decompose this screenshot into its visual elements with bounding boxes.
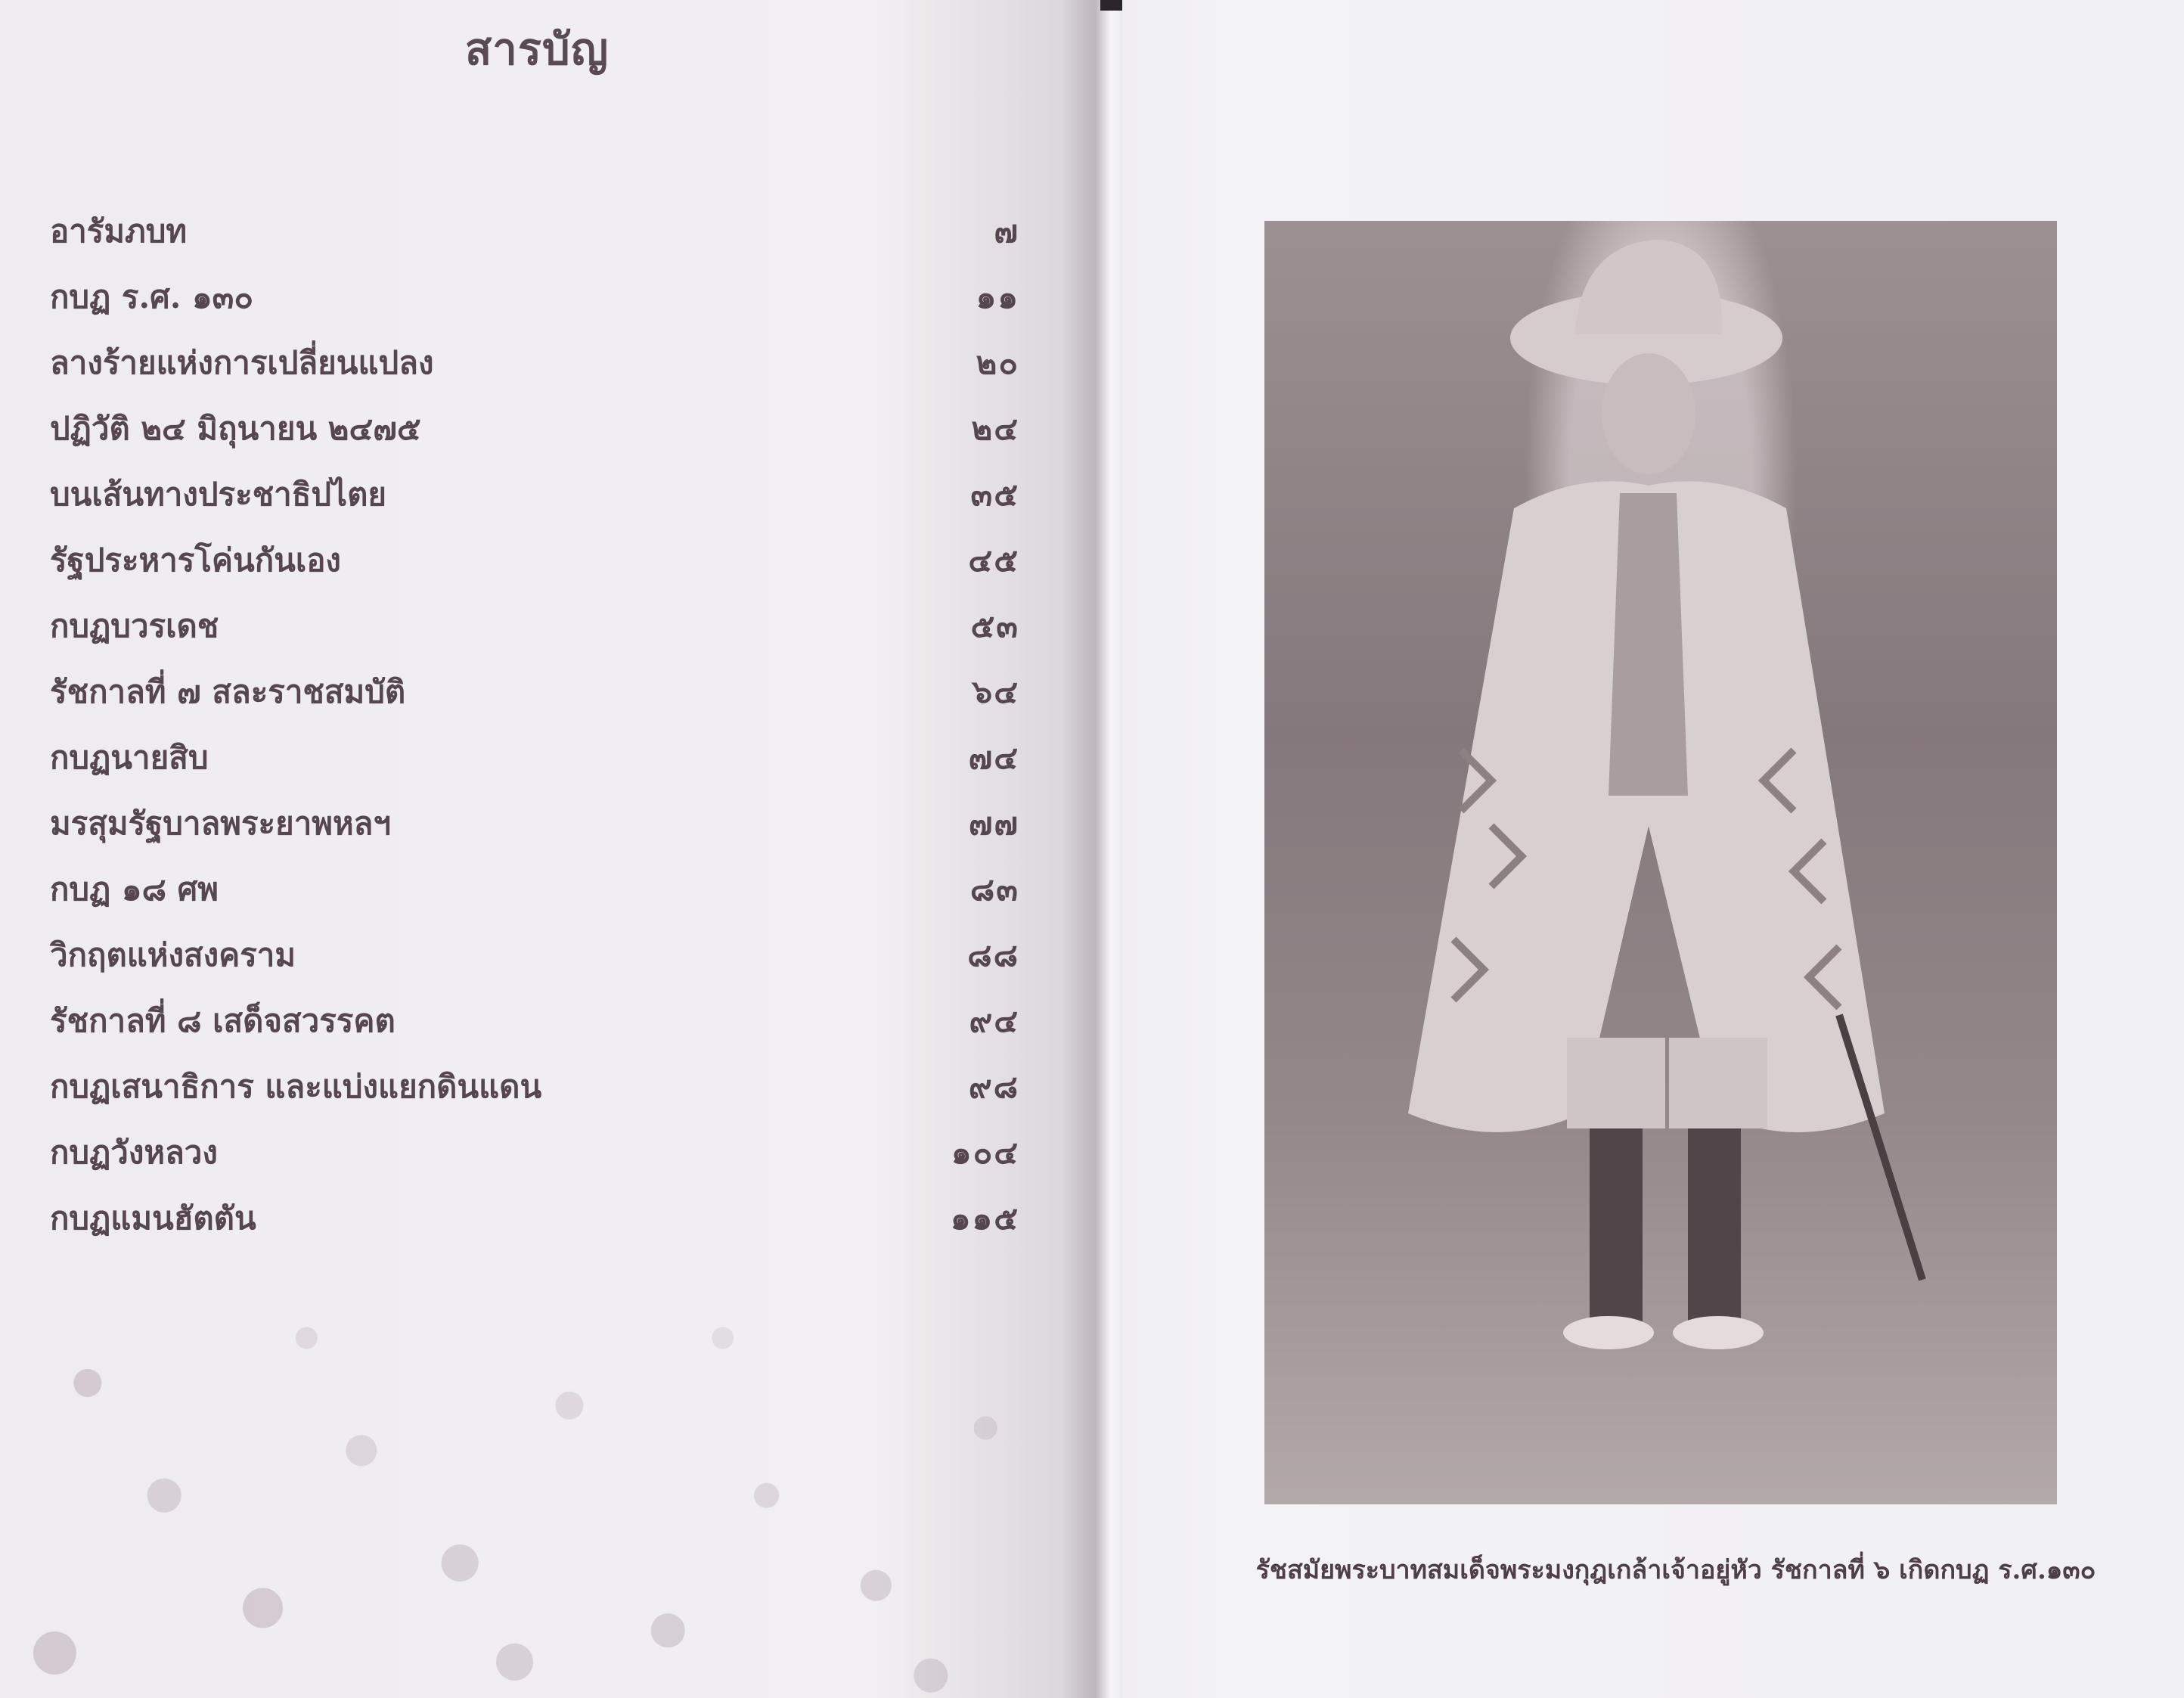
toc-entry-page: ๒๐ — [976, 344, 1019, 381]
toc-entry-label: มรสุมรัฐบาลพระยาพหลฯ — [50, 805, 391, 842]
right-shoe — [1673, 1316, 1764, 1349]
book-gutter — [1095, 0, 1122, 1698]
toc-entry[interactable] — [50, 593, 1033, 659]
toc-entry[interactable] — [50, 856, 1033, 922]
toc-entry-page: ๗ — [994, 213, 1019, 250]
toc-entry[interactable] — [50, 790, 1033, 856]
toc-entry-label: ปฏิวัติ ๒๔ มิถุนายน ๒๔๗๕ — [50, 410, 421, 447]
toc-entry[interactable] — [50, 1054, 1033, 1119]
toc-entry-label: กบฏบวรเดช — [50, 607, 219, 644]
portrait-figure — [1264, 221, 2057, 1504]
toc-entry-page: ๑๐๔ — [951, 1134, 1019, 1171]
left-shoe — [1563, 1316, 1654, 1349]
toc-entry-label: กบฏวังหลวง — [50, 1134, 218, 1171]
toc-entry-page: ๔๕ — [968, 542, 1019, 579]
toc-entry-page: ๕๓ — [970, 607, 1019, 644]
toc-entry[interactable] — [50, 659, 1033, 725]
toc-entry[interactable] — [50, 725, 1033, 790]
toc-entry-page: ๑๑ — [976, 278, 1019, 315]
toc-entry[interactable] — [50, 988, 1033, 1054]
toc-entry-label: กบฏแมนฮัตตัน — [50, 1200, 256, 1237]
toc-entry-label: รัฐประหารโค่นกันเอง — [50, 542, 341, 579]
toc-entry-label: อารัมภบท — [50, 213, 188, 250]
inner-shirt — [1609, 493, 1688, 796]
toc-entry-label: รัชกาลที่ ๗ สละราชสมบัติ — [50, 673, 406, 710]
photo-caption: รัชสมัยพระบาทสมเด็จพระมงกุฎเกล้าเจ้าอยู่หัว รัชกาลที่ ๖ เกิดกบฏ ร.ศ.๑๓๐ — [1255, 1555, 2096, 1585]
walking-cane — [1839, 1015, 1922, 1280]
toc-entry[interactable] — [50, 330, 1033, 396]
toc-entry-label: กบฏเสนาธิการ และแบ่งแยกดินแดน — [50, 1068, 542, 1105]
toc-entry[interactable] — [50, 527, 1033, 593]
toc-title: สารบัญ — [464, 23, 610, 75]
toc-entry-page: ๗๗ — [968, 805, 1019, 842]
toc-entry-label: วิกฤตแห่งสงคราม — [50, 936, 296, 973]
toc-entry-page: ๙๔ — [969, 1002, 1019, 1039]
hat-crown — [1574, 240, 1722, 334]
toc-entry-page: ๘๓ — [969, 871, 1019, 908]
toc-entry[interactable] — [50, 264, 1033, 330]
toc-list — [50, 198, 1033, 1251]
toc-entry-label: กบฏ ร.ศ. ๑๓๐ — [50, 278, 254, 315]
toc-entry-page: ๓๕ — [970, 476, 1019, 513]
toc-entry[interactable] — [50, 198, 1033, 264]
toc-entry-label: บนเส้นทางประชาธิปไตย — [50, 476, 387, 513]
toc-entry-page: ๗๔ — [968, 739, 1019, 776]
toc-entry-page: ๘๘ — [967, 936, 1019, 973]
toc-entry[interactable] — [50, 461, 1033, 527]
trouser-right — [1669, 1038, 1767, 1128]
face — [1602, 353, 1695, 474]
toc-entry-page: ๒๔ — [971, 410, 1019, 447]
toc-entry[interactable] — [50, 1119, 1033, 1185]
toc-entry-page: ๑๑๕ — [950, 1200, 1019, 1237]
bleed-through-texture — [0, 1248, 1095, 1698]
toc-entry-label: รัชกาลที่ ๘ เสด็จสวรรคต — [50, 1002, 396, 1039]
historical-photo — [1264, 221, 2057, 1504]
toc-entry[interactable] — [50, 922, 1033, 988]
toc-entry[interactable] — [50, 1185, 1033, 1251]
toc-entry[interactable] — [50, 396, 1033, 461]
toc-entry-label: กบฏ ๑๘ ศพ — [50, 871, 219, 908]
toc-entry-page: ๙๘ — [968, 1068, 1019, 1105]
toc-entry-label: ลางร้ายแห่งการเปลี่ยนแปลง — [50, 344, 434, 381]
trouser-left — [1567, 1038, 1665, 1128]
toc-entry-label: กบฏนายสิบ — [50, 739, 209, 776]
toc-entry-page: ๖๔ — [972, 673, 1019, 710]
